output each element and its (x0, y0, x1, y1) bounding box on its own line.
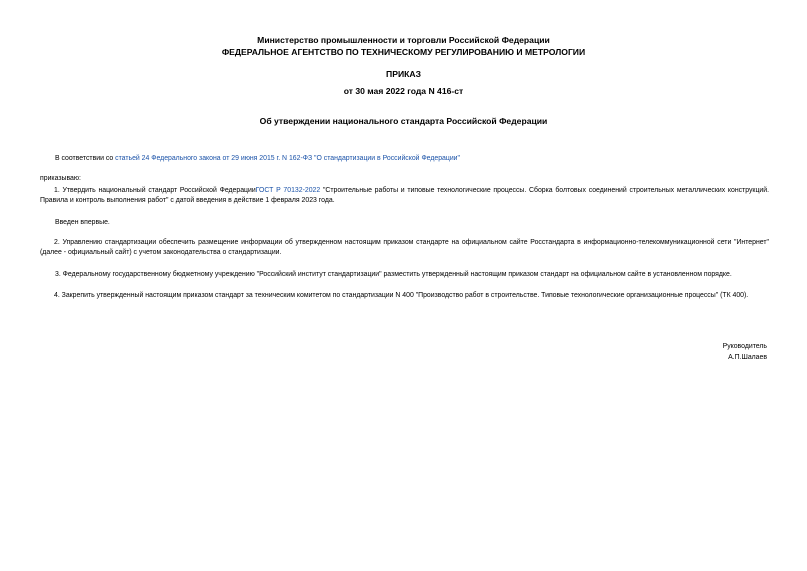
signature-name: А.П.Шалаев (728, 354, 767, 361)
document-type: ПРИКАЗ (386, 69, 421, 79)
ministry-title: Министерство промышленности и торговли Российской Федерации (257, 35, 550, 45)
signature-title: Руководитель (722, 343, 767, 350)
gost-standard-link[interactable]: ГОСТ Р 70132-2022 (255, 187, 321, 194)
document-subject: Об утверждении национального стандарта Российской Федерации (259, 116, 548, 126)
paragraph-4: 4. Закрепить утвержденный настоящим приказом стандарт за техническим комитетом по стандартизации N 400 "Производство работ в строительстве. Типовые технологические организационные процессы" (ТК 400). (54, 292, 749, 299)
paragraph-1-suffix: "Строительные работы и типовые технологические процессы. Сборка болтовых соединений строительных металлических конструкций. Правила и контроль выполнения работ" с датой введения в действие 1 февраля 2023 года. (40, 187, 769, 204)
paragraph-2: 2. Управлению стандартизации обеспечить размещение информации об утвержденном настоящим приказом стандарте на официальном сайте Росстандарта в информационно-телекоммуникационной сети "Интернет" (далее - официальный сайт) с учетом законодательства о стандартизации. (40, 239, 769, 256)
agency-title: ФЕДЕРАЛЬНОЕ АГЕНТСТВО ПО ТЕХНИЧЕСКОМУ РЕГУЛИРОВАНИЮ И МЕТРОЛОГИИ (221, 47, 586, 57)
intro-paragraph (55, 154, 775, 164)
law-article-link[interactable]: статьей 24 Федерального закона от 29 июня 2015 г. N 162-ФЗ "О стандартизации в Российской Федерации" (115, 155, 460, 162)
paragraph-1 (40, 186, 769, 206)
paragraph-1-prefix: 1. Утвердить национальный стандарт Российской Федерации (54, 187, 256, 194)
intro-prefix: В соответствии со (55, 155, 116, 162)
order-word: приказываю: (40, 175, 81, 182)
paragraph-3: 3. Федеральному государственному бюджетному учреждению "Российский институт стандартизации" разместить утвержденный настоящим приказом стандарт на официальном сайте в установленном порядке. (55, 271, 732, 278)
document-date-number: от 30 мая 2022 года N 416-ст (343, 86, 464, 96)
introduced-first-note: Введен впервые. (55, 219, 110, 226)
